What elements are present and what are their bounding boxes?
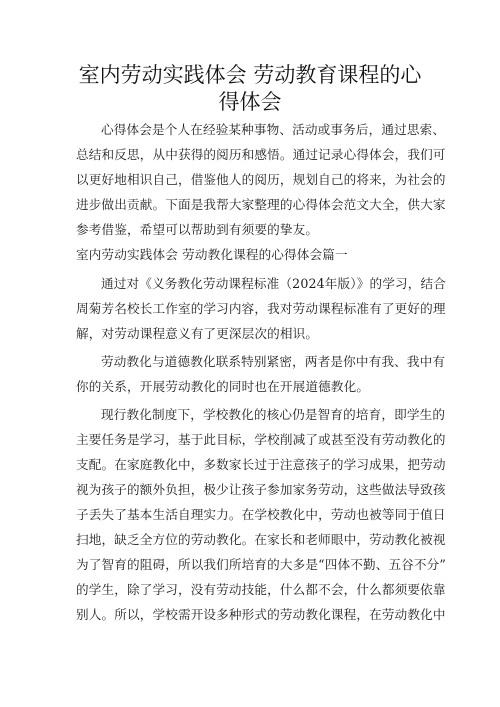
intro-line: 进步做出贡献。下面是我帮大家整理的心得体会范文大全，供大家 xyxy=(76,197,446,212)
document-title-line-2: 得体会 xyxy=(218,90,282,114)
paragraph-line: 视为孩子的额外负担，极少让孩子参加家务劳动，这些做法导致孩 xyxy=(76,482,446,497)
paragraph-line: 别人。所以，学校需开设多种形式的劳动教化课程，在劳动教化中 xyxy=(76,607,446,622)
intro-line: 以更好地相识自己，借鉴他人的阅历，规划自己的将来，为社会的 xyxy=(76,172,446,187)
paragraph-line: 劳动教化与道德教化联系特别紧密，两者是你中有我、我中有 xyxy=(101,354,446,369)
paragraph-line: 解，对劳动课程意义有了更深层次的相识。 xyxy=(76,326,319,341)
paragraph-line: 周菊芳名校长工作室的学习内容，我对劳动课程标准有了更好的理 xyxy=(76,301,446,316)
paragraph-line: 的学生，除了学习，没有劳动技能，什么都不会，什么都须要依靠 xyxy=(76,582,446,597)
paragraph-line: 通过对《义务教化劳动课程标准（2024年版）》的学习，结合 xyxy=(101,276,446,291)
paragraph-line: 支配。在家庭教化中，多数家长过于注意孩子的学习成果，把劳动 xyxy=(76,457,446,472)
paragraph-line: 扫地，缺乏全方位的劳动教化。在家长和老师眼中，劳动教化被视 xyxy=(76,532,446,547)
paragraph-line: 子丢失了基本生活自理实力。在学校教化中，劳动也被等同于值日 xyxy=(76,507,446,522)
intro-line: 心得体会是个人在经验某种事物、活动或事务后，通过思索、 xyxy=(101,122,446,137)
intro-line: 总结和反思，从中获得的阅历和感悟。通过记录心得体会，我们可 xyxy=(76,147,446,162)
paragraph-line: 现行教化制度下，学校教化的核心仍是智育的培育，即学生的 xyxy=(101,407,446,422)
document-title-line-1: 室内劳动实践体会 劳动教育课程的心 xyxy=(78,63,422,87)
intro-line: 参考借鉴，希望可以帮助到有须要的挚友。 xyxy=(76,222,319,237)
paragraph-line: 你的关系，开展劳动教化的同时也在开展道德教化。 xyxy=(76,379,370,394)
paragraph-line: 主要任务是学习，基于此目标，学校削减了或甚至没有劳动教化的 xyxy=(76,432,446,447)
section-heading: 室内劳动实践体会 劳动教化课程的心得体会篇一 xyxy=(76,247,348,262)
paragraph-line: 为了智育的阻碍，所以我们所培育的大多是“四体不勤、五谷不分” xyxy=(76,557,447,572)
